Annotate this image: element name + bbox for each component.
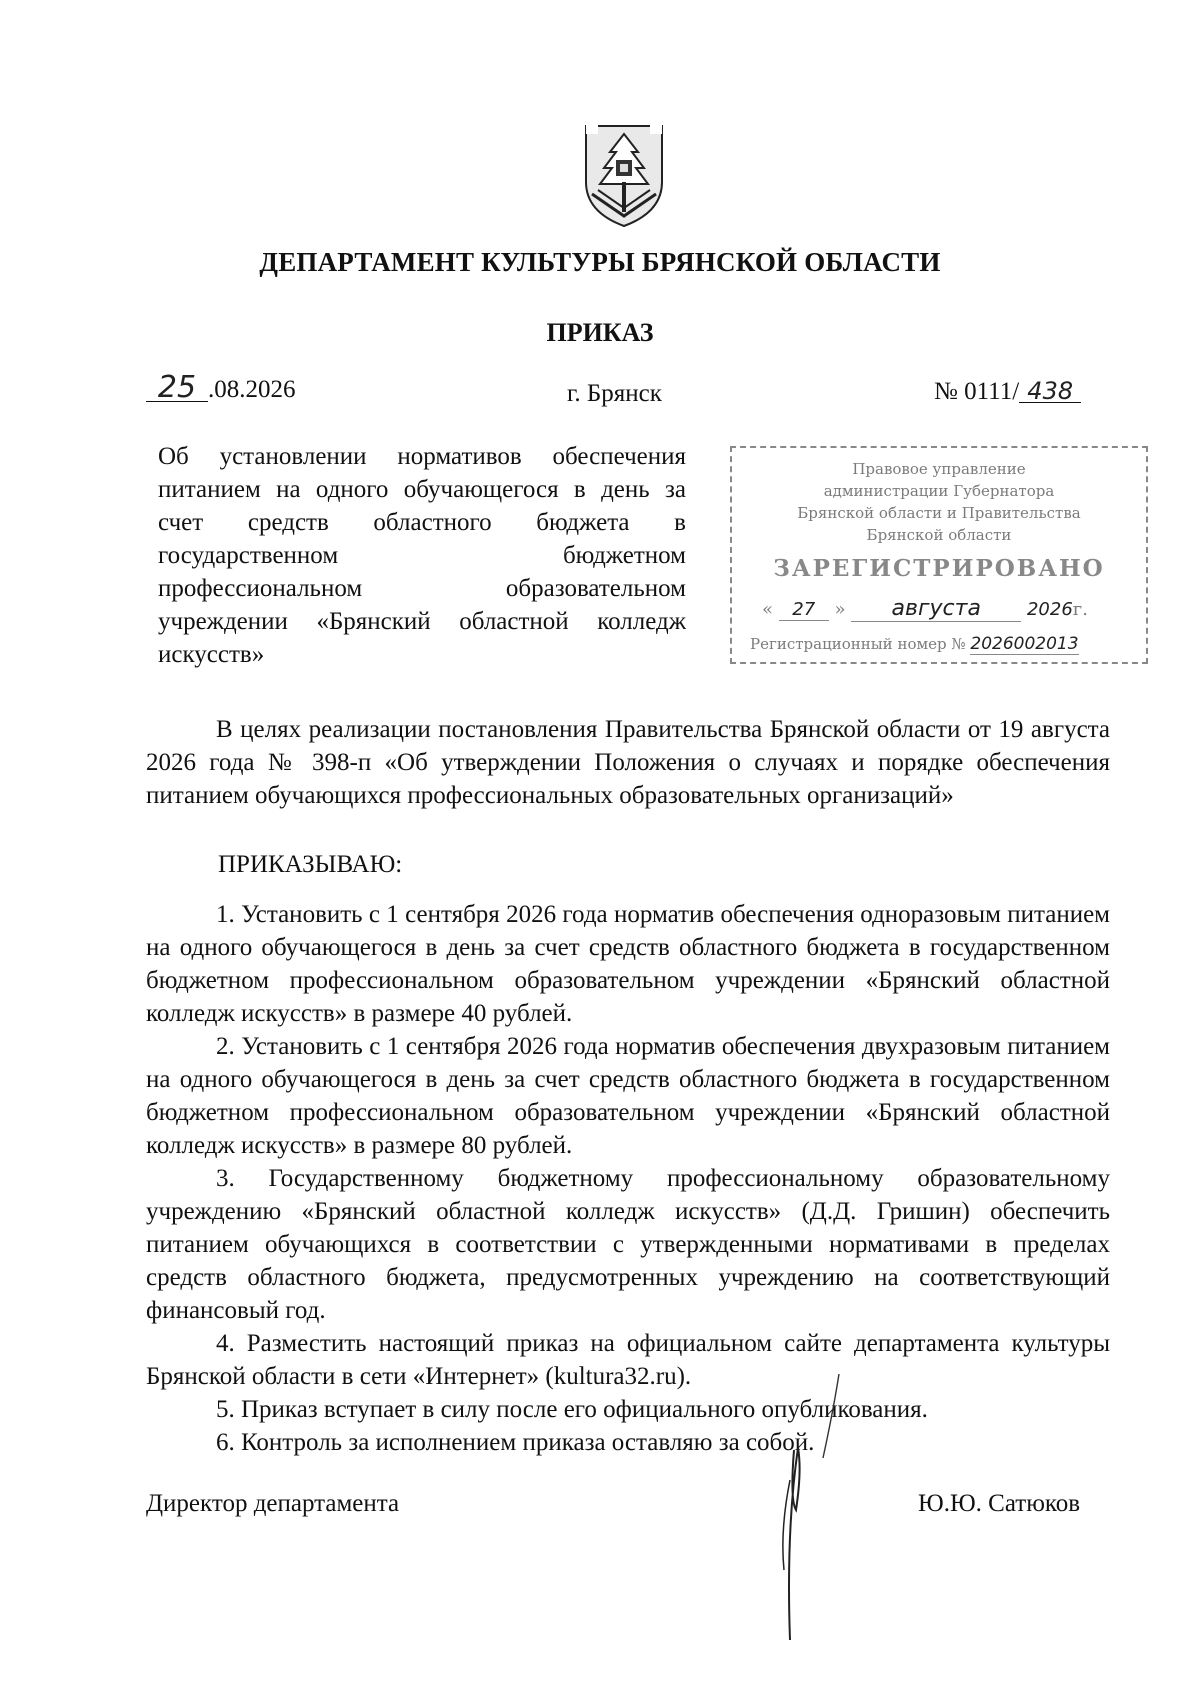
preamble [146,713,1110,812]
department-title: ДЕПАРТАМЕНТ КУЛЬТУРЫ БРЯНСКОЙ ОБЛАСТИ [259,247,941,277]
signer-position: Директор департамента [146,1490,400,1517]
order-subject [158,440,686,671]
handwritten-day: 25 [146,375,208,402]
order-word: ПРИКАЗЫВАЮ: [218,851,403,878]
stamp-quote: « [762,599,774,620]
number-prefix: № 0111/ [934,378,1020,405]
coat-of-arms-emblem [582,120,666,230]
city-label: г. Брянск [567,380,662,407]
subject-line: искусств» [158,641,265,668]
stamp-line: Брянской области [866,526,1012,544]
subject-line: государственном бюджетном [158,542,686,569]
order-item: 3. Государственному бюджетному профессиональному образовательному учреждению «Брянский областной колледж искусств» (Д.Д. Гришин) обеспечить питанием обучающихся в соответствии с утвержденными нормативами в пределах средств областного бюджета, предусмотренных учреждению на соответствующий финансовый год. [146,1165,1110,1324]
registration-stamp [730,446,1148,664]
order-number [934,378,1081,406]
preamble-text: В целях реализации постановления Правительства Брянской области от 19 августа 2026 года № 398-п «Об утверждении Положения о случаях и порядке обеспечения питанием обучающихся профессиональных образовательных организаций» [146,716,1110,809]
order-item: 5. Приказ вступает в силу после его официального опубликования. [216,1396,928,1423]
order-item: 2. Установить с 1 сентября 2026 года норматив обеспечения двухразовым питанием на одного обучающегося в день за счет средств областного бюджета в государственном бюджетном профессиональном образовательном учреждении «Брянский областной колледж искусств» в размере 80 рублей. [146,1033,1110,1159]
stamp-month: августа [851,596,1021,622]
order-date [146,370,296,405]
stamp-day: 27 [779,599,829,621]
subject-line: учреждении «Брянский областной колледж [158,608,686,635]
date-month-year: .08.2026 [208,376,296,403]
stamp-line: Брянской области и Правительства [797,504,1081,522]
stamp-year-suffix: г. [1072,599,1088,620]
subject-line: профессиональном образовательном [158,575,686,602]
stamp-date [762,596,1088,622]
order-item: 6. Контроль за исполнением приказа оставляю за собой. [216,1429,815,1456]
stamp-status: ЗАРЕГИСТРИРОВАНО [773,555,1105,582]
stamp-registration [750,634,1079,654]
signer-name: Ю.Ю. Сатюков [918,1490,1081,1517]
order-item: 4. Разместить настоящий приказ на официальном сайте департамента культуры Брянской области в сети «Интернет» (kultura32.ru). [146,1330,1110,1390]
document-type-title: ПРИКАЗ [546,318,654,347]
subject-line: счет средств областного бюджета в [158,509,686,536]
handwritten-number: 438 [1019,380,1081,403]
order-items [146,898,1110,1459]
stamp-line: администрации Губернатора [823,482,1055,500]
stamp-year: 2026 [1026,599,1073,620]
order-item: 1. Установить с 1 сентября 2026 года норматив обеспечения одноразовым питанием на одного обучающегося в день за счет средств областного бюджета в государственном бюджетном профессиональном образовательном учреждении «Брянский областной колледж искусств» в размере 40 рублей. [146,901,1110,1027]
subject-line: Об установлении нормативов обеспечения [158,443,686,470]
subject-line: питанием на одного обучающегося в день за [158,476,686,503]
stamp-reg-number: 2026002013 [970,634,1079,654]
signature-mark [760,1440,830,1650]
stamp-reg-label: Регистрационный номер № [750,635,966,653]
stamp-line: Правовое управление [852,460,1026,478]
stamp-quote: » [834,599,846,620]
